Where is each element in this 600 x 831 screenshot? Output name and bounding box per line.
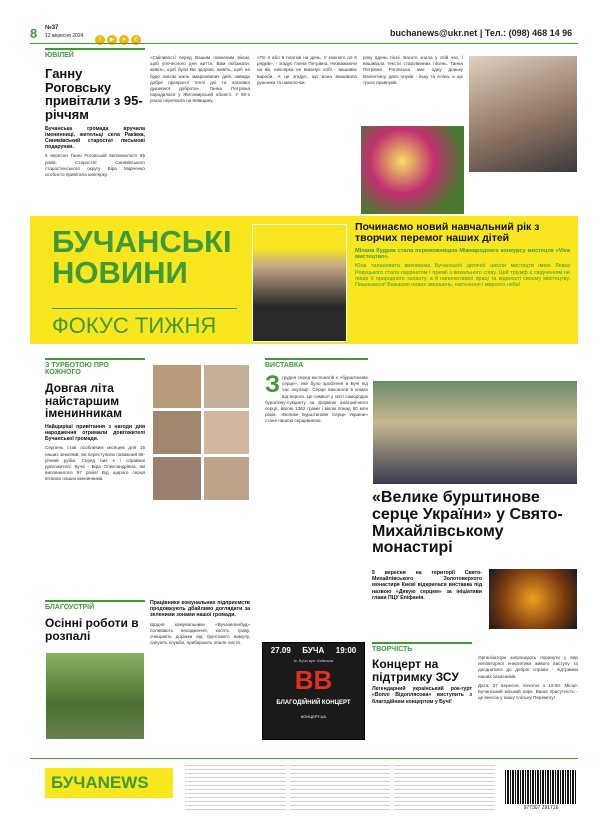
seniors-photo-6 [203,456,250,501]
barcode-number: 977307 291716 [523,805,559,811]
article-body: 5 вересня Ганні Роговській виповнилося 95 років. Старостат Синяківського старостинського округу Віра Марченко особисто привітала ювілярку. [45,153,145,177]
birthday-lead: Найщиріші привітання з нагоди дня народження отримали довгожителі Бучанської громади. [45,423,145,443]
birthday-body: Серпень став особливим місяцем для 15 наших земляків, які переступили поважний 85-річний рубіж. Серед них є і справжні довгожителі: Буча - Віра Олександрівна, які виповнилося 97 років! Від щирого серця вітаємо наших іменинників. [45,445,145,482]
concert-title: Концерт на підтримку ЗСУ [372,657,459,684]
seniors-photo-4 [203,410,250,455]
banner-headline: Починаємо новий навчальний рік з творчих перемог наших дітей [355,221,540,245]
seniors-photo-2 [203,364,250,409]
poster-event: БЛАГОДІЙНИЙ КОНЦЕРТ [276,700,351,706]
section-label-creativity: ТВОРЧІСТЬ [372,642,472,653]
amber-heart-photo [488,568,578,630]
birthday-title: Довгая літа найстаршим іменинникам [45,381,122,421]
gardener-photo [45,652,145,740]
dropcap: З [265,371,281,398]
article-title: Ганну Роговську привітали з 95-річчям [45,66,143,122]
exhibit-body: грудня серед експонатів є «бурштинове серце», яке було зроблене в Бучі під час окупації. Серце виконали в комах від ворога. Це символ у світі самородок бурштину-сукцинту за формою анатомічного серця, вагою 1362 грами і віком понад 50 млн років. «Велике Бурштинове Серце України» стане нашою серцевиною. [265,375,368,424]
telegram-icon[interactable]: ➤ [119,35,129,45]
poster-place: м. Буча вул. Київська [293,658,334,663]
poster-date: 27.09 [270,646,291,655]
concert-poster [262,642,365,740]
monastery-photo [372,380,578,485]
seniors-photo-3 [152,410,202,455]
concert-extra: Дата: 27 вересня, початок о 19:00. Місце: Бучанський міський парк. Ваша присутність - це внесок у нашу спільну Перемогу! [478,682,578,701]
seniors-photo-1 [152,364,202,409]
page-number: 8 [30,26,38,41]
poster-logo: ВВ [294,665,333,695]
header-email[interactable]: buchanews@ukr.net [390,28,478,38]
article-col2: «Сміливості перед Вашим повненим віком, щоб упочесного дня життя. Вам побажати: живіть, щоб були Ви здорові, живіть, щоб не буде зовсім жаль змарнованих днів, завжди добре прекрасні теплі дні та ласкавої душевної доброти». Ганна Петрівна народилася у Житомирській області. У 90-х роках переїхала на Київщину. [150,55,250,104]
exhibit-title: «Велике бурштинове серце України» у Свято-Михайлівському монастирі [372,489,563,557]
issue-date: 12 вересня 2024 [45,33,84,39]
section-label-care: З ТУРБОТОЮ ПРО КОЖНОГО [45,358,145,376]
article-lead: Бучанська громада вручила іменинниці, жительці села Раківка, Синяківський старостат письмові подарунки. [45,125,145,151]
concert-body: Організатори запрошують поринути у вир неповторної енергетики живого виступу та доєднатися до доброї справи - підтримки наших захисників. [478,655,578,679]
banner-text: Юна талановита вихованка Бучанської дитячої школи мистецтв імені Левка Ревуцького стала лауреатом І премії з вокального співу. Цей тріумф є свідченням не лише її природного таланту, а й наполегливої праці та віданості своєму мистецтву. Пишаємося! Бажаємо нових звершень, натхнення і мирного неба! [355,263,570,289]
youtube-icon[interactable]: ▶ [107,35,117,45]
footer-logo: БУЧАNEWS [45,768,173,798]
banner-subtitle: Мілана Кудрик стала переможницею Міжнародного конкурсу мистецтв «Viva мистецтво». [355,248,570,261]
section-label-improvement: БЛАГОУСТРІЙ [45,600,145,611]
section-label-jubilee: ЮВІЛЕЙ [45,48,145,59]
poster-time: 19:00 [335,646,357,655]
exhibit-lead: 5 вересня на території Свято-Михайлівського Золотоверхого монастиря Києві відкрилася виставка під назвою «Дякую серцем» за ініціативи глави ПЦУ Епіфанія. [372,570,482,601]
facebook-icon[interactable]: f [95,35,105,45]
seniors-photo-5 [152,456,202,501]
concert-lead: Легендарний український рок-гурт «Воплі Відоплясова» виступить з благодійним концертом у Бучі! [372,686,472,705]
article-col4: року вдень пісні. Багато знала у свій час, і вишивала тексти старовинних пісень. Ганна Петрівна Роговська має одну доньку Валентину, двох онуків - іншу та Аліна, а ще трьох правнуків. [363,55,463,85]
article-col3: «По 4 або 5 платків на день. У кожного по 6 рядків», - згадує Ганна Петрівна. Незважаючи на вік, ювілярка не виконує хобі - вишиває вироби. А це згадує, що вона вишивала рушники та наволочки. [257,55,357,85]
girl-with-diploma-photo [252,224,347,342]
flowers-photo [360,125,465,215]
banner-logo-line1: БУЧАНСЬКІ [52,224,232,259]
poster-city: БУЧА [302,646,325,655]
issue-number: №37 [45,25,59,31]
garden-sub: Працівники комунальних підприємств продовжують дбайливо доглядати за зеленими зонами нашої громади. [150,600,250,619]
header-phone: Тел.: (098) 468 14 96 [484,28,573,38]
banner-tag: ФОКУС ТИЖНЯ [52,308,237,339]
banner-logo-line2: НОВИНИ [52,255,188,290]
poster-sponsor: КОНЦЕРТ.UA [300,714,327,719]
viber-icon[interactable]: ✆ [131,35,141,45]
grandmother-photo [468,55,578,173]
garden-body: Щодня комунальники «Бучазеленбуд» поливають насадження, косять траву, очищають доріжки від ґрунтового намулу, сапують клумби, прибирають опале листя. [150,621,250,646]
section-label-exhibition: ВИСТАВКА [265,358,368,369]
barcode [505,770,577,804]
garden-title: Осінні роботи в розпалі [45,616,139,643]
